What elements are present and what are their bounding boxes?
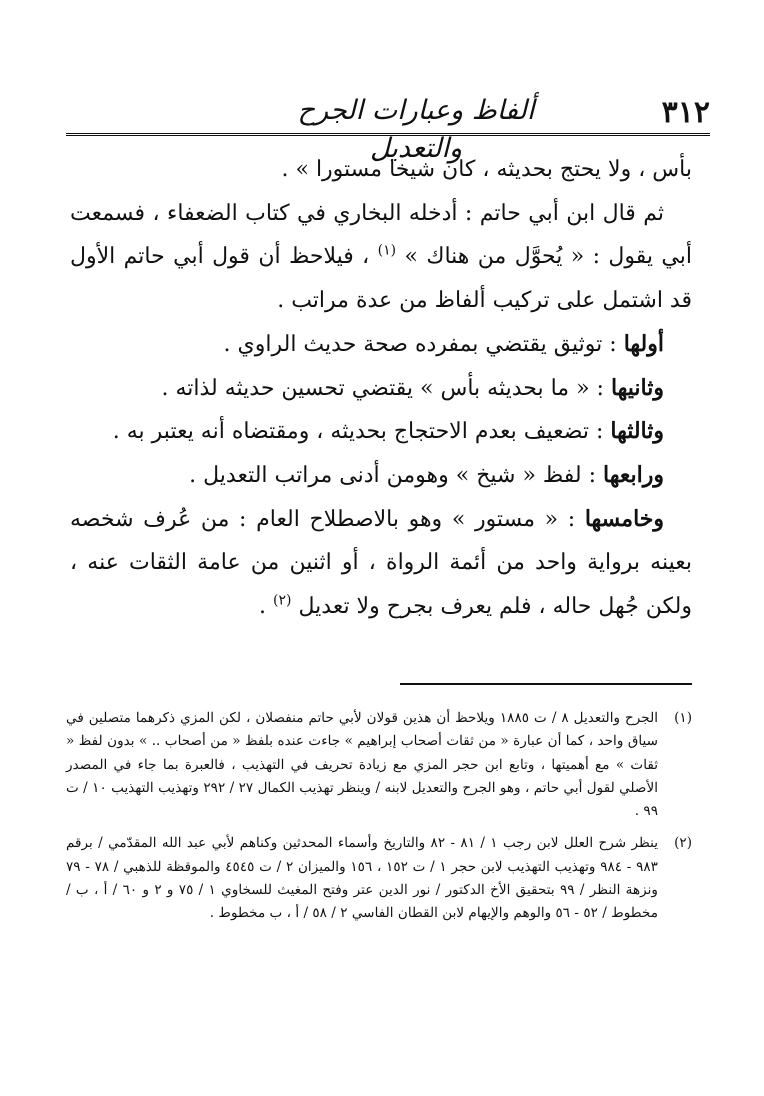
footnote-2 <box>66 832 692 925</box>
header-rule <box>66 133 710 136</box>
continuation-text: بأس ، ولا يحتج بحديثه ، كان شيخا مستورا » . <box>281 157 692 182</box>
rank-end: . <box>259 594 267 620</box>
rank-text: : « ما بحديثه بأس » يقتضي تحسين حديثه لذاته . <box>161 375 604 401</box>
footnote-ref-2[interactable]: (٢) <box>273 592 292 609</box>
rank-lead: وخامسها <box>584 505 664 532</box>
paragraph-part1: ثم قال ابن أبي حاتم : أدخله البخاري في كتاب الضعفاء ، فسمعت أبي يقول : « يُحوَّل من هناك » <box>70 200 692 270</box>
footnote-text: ينظر شرح العلل لابن رجب ١ / ٨١ - ٨٢ والتاريخ وأسماء المحدثين وكناهم لأبي عبد الله المقدّمي / برقم ٩٨٣ - ٩٨٤ وتهذيب التهذيب لابن حجر ١ / ت ١٥٢ ، ١٥٦ والميزان ٢ / ت ٤٥٤٥ والموقظة للذهبي / ٧٨ - ٧٩ ونزهة النظر / ٩٩ بتحقيق الأخ الدكتور / نور الدين عتر وفتح المغيث للسخاوي ١ / ٧٥ و ٢ و ٦٠ / أ ، ب / مخطوط / ٥٢ - ٥٦ والوهم والإيهام لابن القطان الفاسي ٢ / ٥٨ / أ ، ب مخطوط . <box>66 835 658 922</box>
rank-text: : « مستور » وهو بالاصطلاح العام : من عُرف شخصه بعينه برواية واحد من أئمة الرواة ، أو اثنين من عامة الثقات عنه ، ولكن جُهل حاله ، فلم يعرف بجرح ولا تعديل <box>70 506 692 620</box>
paragraph-part2: ، فيلاحظ أن قول أبي حاتم الأول قد اشتمل على تركيب ألفاظ من عدة مراتب . <box>70 244 692 314</box>
rank-item-3 <box>70 410 692 454</box>
footnote-text: الجرح والتعديل ٨ / ت ١٨٨٥ ويلاحظ أن هذين قولان لأبي حاتم منفصلان ، لكن المزي ذكرهما متصلين في سياق واحد ، كما أن عبارة « من ثقات أصحاب إبراهيم » جاءت عنده بلفظ « من أصحاب .. » بدون لفظ « ثقات » مع أهميتها ، وتابع ابن حجر المزي مع زيادة تحريف في التهذيب ، فالعبرة بما جاء في المصدر الأصلي لقول أبي حاتم ، وهو الجرح والتعديل لابنه / وينظر تهذيب الكمال ٢٧ / ٢٩٢ وتهذيب التهذيب ١٠ / ت ٩٩ . <box>66 710 658 820</box>
footnote-1 <box>66 707 692 823</box>
footnotes <box>66 707 692 926</box>
rank-lead: وثانيها <box>610 374 664 401</box>
rank-item-1 <box>70 323 692 367</box>
footnote-separator <box>400 683 692 685</box>
page-header <box>66 92 710 164</box>
page-number: ٣١٢ <box>661 95 710 130</box>
rank-lead: أولها <box>623 330 664 357</box>
rank-lead: ورابعها <box>603 461 664 488</box>
rank-text: : لفظ « شيخ » وهومن أدنى مراتب التعديل . <box>189 462 597 488</box>
footnote-ref-1[interactable]: (١) <box>377 243 397 260</box>
rank-item-2 <box>70 367 692 411</box>
rank-item-4 <box>70 454 692 498</box>
footnote-number: (٢) <box>674 835 692 852</box>
footnote-number: (١) <box>674 710 692 726</box>
rank-text: : توثيق يقتضي بمفرده صحة حديث الراوي . <box>223 331 617 357</box>
main-text <box>70 148 692 629</box>
running-title: ألفاظ وعبارات الجرح والتعديل <box>297 95 535 164</box>
rank-item-5 <box>70 498 692 629</box>
rank-text: : تضعيف بعدم الاحتجاج بحديثه ، ومقتضاه أنه يعتبر به . <box>112 419 604 445</box>
paragraph-abi-hatim <box>70 192 692 323</box>
rank-lead: وثالثها <box>610 418 664 445</box>
continuation-line <box>70 148 692 192</box>
